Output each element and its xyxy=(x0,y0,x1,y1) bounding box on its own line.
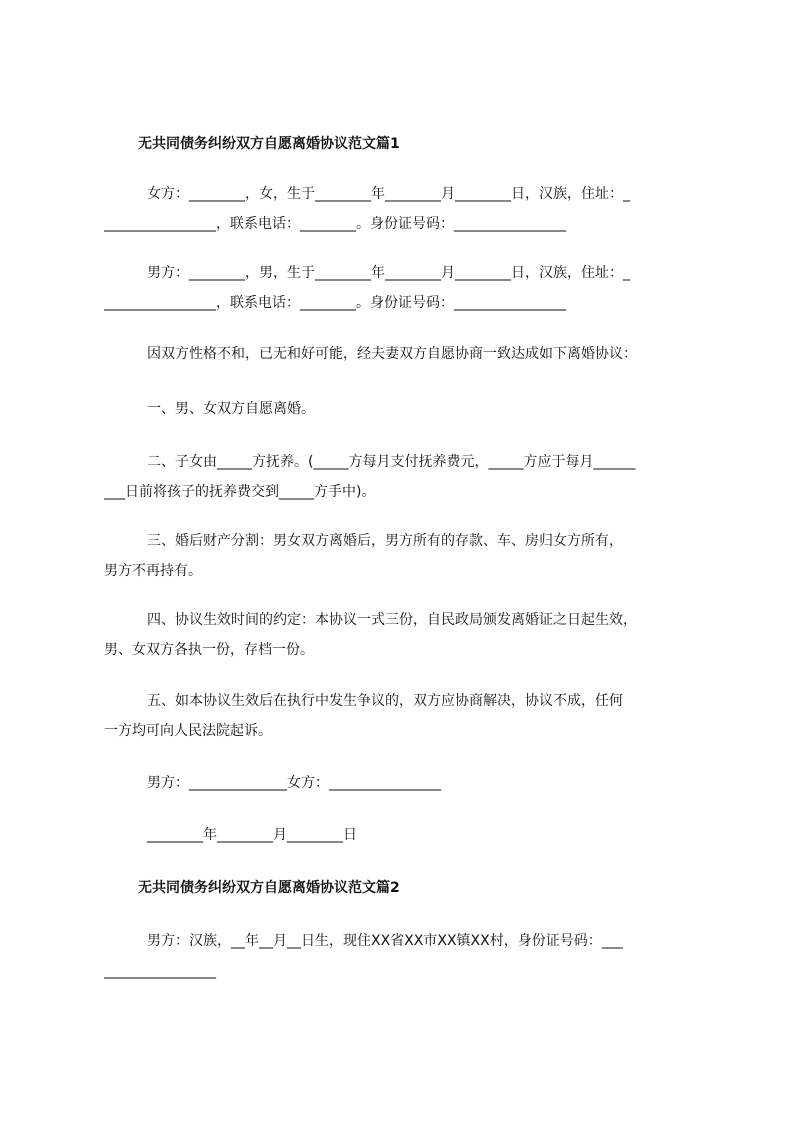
man-info-paragraph xyxy=(104,258,702,318)
section-1-title: 无共同债务纠纷双方自愿离婚协议范文篇1 xyxy=(138,136,400,152)
clause-1-paragraph xyxy=(104,394,702,424)
section-2-title: 无共同债务纠纷双方自愿离婚协议范文篇2 xyxy=(138,880,400,896)
date-line: ________年________月________日 xyxy=(147,827,357,843)
man-info-line-2: ________________，联系电话：________。身份证号码：________________ xyxy=(104,295,566,311)
intro-line: 因双方性格不和，已无和好可能，经夫妻双方自愿协商一致达成如下离婚协议： xyxy=(147,346,637,362)
woman-info-line-2: ________________，联系电话：________。身份证号码：________________ xyxy=(104,216,566,232)
intro-paragraph xyxy=(104,339,702,369)
clause-4-line-2: 男、女双方各执一份，存档一份。 xyxy=(104,642,314,658)
clause-2-line-2: ___日前将孩子的抚养费交到_____方手中)。 xyxy=(104,484,376,500)
clause-5-line-2: 一方均可向人民法院起诉。 xyxy=(104,723,272,739)
clause-3-paragraph xyxy=(104,526,702,586)
section-2-man-line-1: 男方：汉族，__年__月__日生，现住XX省XX市XX镇XX村，身份证号码：___ xyxy=(147,933,623,949)
clause-5-paragraph xyxy=(104,686,702,746)
clause-2-line-1: 二、子女由_____方抚养。(_____方每月支付抚养费元，_____方应于每月______ xyxy=(147,454,636,470)
signature-line: 男方：______________女方：________________ xyxy=(147,775,441,791)
clause-1-line: 一、男、女双方自愿离婚。 xyxy=(147,401,315,417)
woman-info-paragraph xyxy=(104,179,702,239)
woman-info-line-1: 女方：________，女，生于________年________月________日，汉族，住址：_ xyxy=(147,186,630,202)
section-2-man-line-2: ________________ xyxy=(104,963,216,979)
man-info-line-1: 男方：________，男，生于________年________月________日，汉族，住址：_ xyxy=(147,265,630,281)
clause-4-line-1: 四、协议生效时间的约定：本协议一式三份，自民政局颁发离婚证之日起生效， xyxy=(147,612,637,628)
clause-4-paragraph xyxy=(104,605,702,665)
clause-3-line-2: 男方不再持有。 xyxy=(104,563,202,579)
section-2-man-paragraph xyxy=(104,926,702,986)
clause-3-line-1: 三、婚后财产分割：男女双方离婚后，男方所有的存款、车、房归女方所有， xyxy=(147,533,623,549)
clause-2-paragraph xyxy=(104,447,702,507)
clause-5-line-1: 五、如本协议生效后在执行中发生争议的，双方应协商解决，协议不成，任何 xyxy=(147,693,623,709)
